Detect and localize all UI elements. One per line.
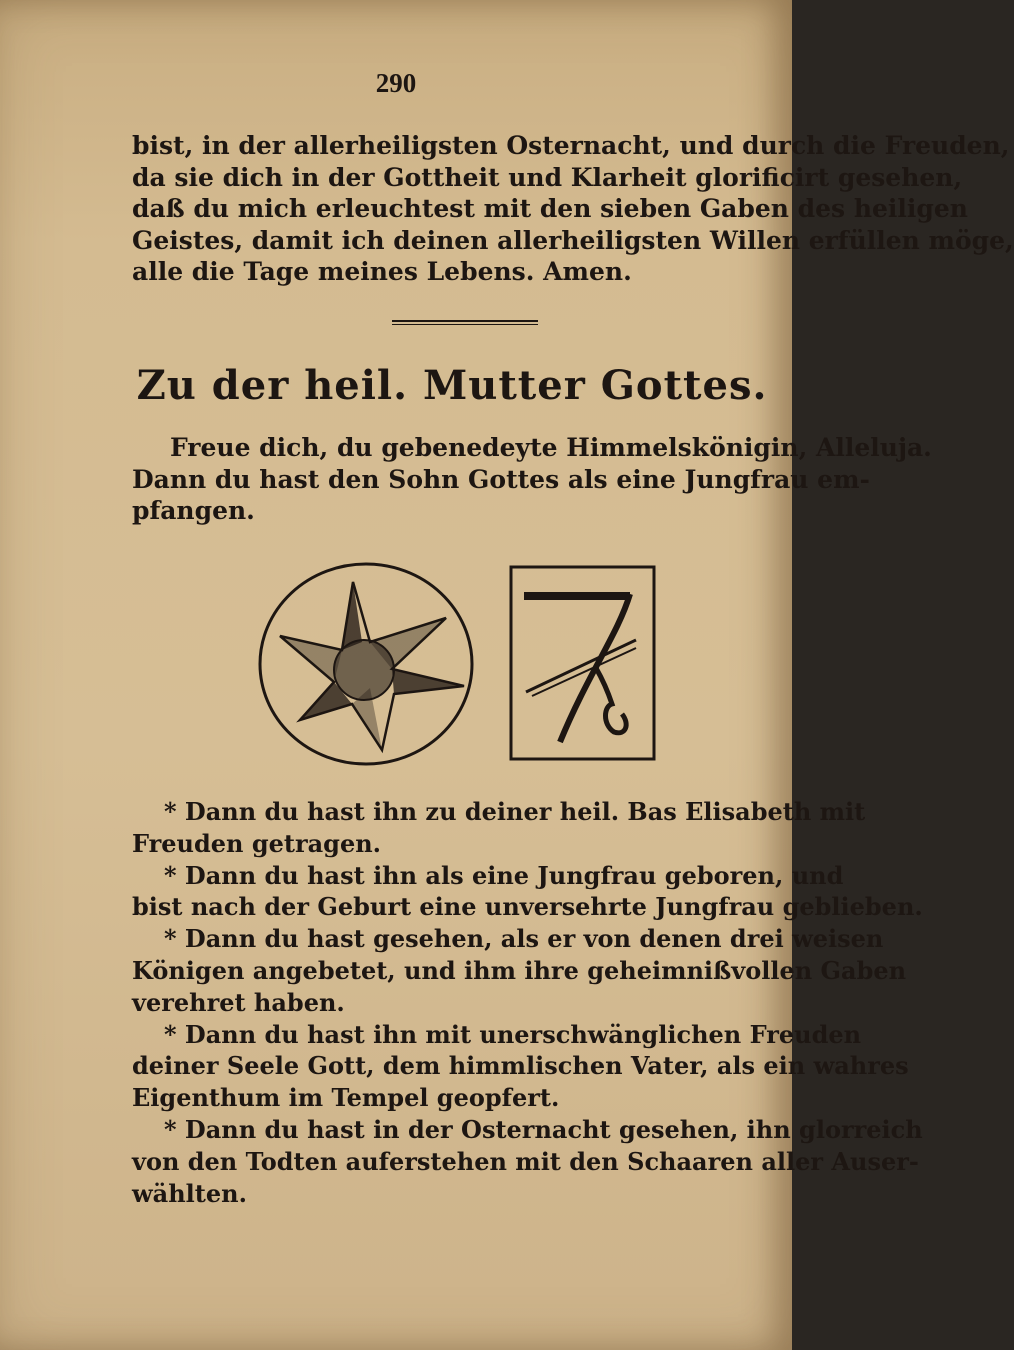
intro-paragraph: [132, 130, 1014, 288]
note-line: * Dann du hast ihn als eine Jungfrau geboren, und: [164, 860, 844, 890]
text-line: daß du mich erleuchtest mit den sieben Gaben des heiligen: [132, 194, 968, 223]
text-line: da sie dich in der Gottheit und Klarheit glorificirt gesehen,: [132, 162, 963, 192]
page-number: 290: [375, 68, 417, 98]
text-line: alle die Tage meines Lebens. Amen.: [132, 257, 632, 286]
note-line: wählten.: [132, 1178, 247, 1208]
note-line: Königen angebetet, und ihm ihre geheimnißvollen Gaben: [132, 955, 907, 985]
note-line: verehret haben.: [132, 987, 345, 1017]
footnotes: [132, 796, 923, 1209]
seven-in-square-emblem: [508, 564, 658, 764]
note-line: bist nach der Geburt eine unversehrte Jungfrau geblieben.: [132, 892, 923, 922]
text-line: Dann du hast den Sohn Gottes als eine Jungfrau em-: [132, 464, 870, 494]
text-line: Freue dich, du gebenedeyte Himmelskönigin, Alleluja.: [170, 433, 932, 462]
note-line: Freuden getragen.: [132, 828, 382, 858]
star-in-circle-emblem: [256, 558, 476, 770]
text-line: bist, in der allerheiligsten Osternacht, und durch die Freuden,: [132, 131, 1010, 160]
text-line: pfangen.: [132, 496, 255, 525]
section-heading: Zu der heil. Mutter Gottes.: [136, 362, 768, 409]
note-line: * Dann du hast in der Osternacht gesehen, ihn glorreich: [164, 1114, 923, 1144]
prayer-paragraph: [132, 432, 932, 527]
section-divider: [392, 320, 538, 325]
note-line: Eigenthum im Tempel geopfert.: [132, 1083, 560, 1113]
text-line: Geistes, damit ich deinen allerheiligsten Willen erfüllen möge,: [132, 225, 1014, 255]
note-line: * Dann du hast ihn mit unerschwänglichen Freuden: [164, 1019, 862, 1049]
note-line: * Dann du hast gesehen, als er von denen drei weisen: [164, 924, 884, 954]
note-line: von den Todten auferstehen mit den Schaaren aller Auser-: [132, 1146, 919, 1176]
note-line: * Dann du hast ihn zu deiner heil. Bas Elisabeth mit: [164, 797, 866, 826]
note-line: deiner Seele Gott, dem himmlischen Vater, als ein wahres: [132, 1051, 909, 1081]
